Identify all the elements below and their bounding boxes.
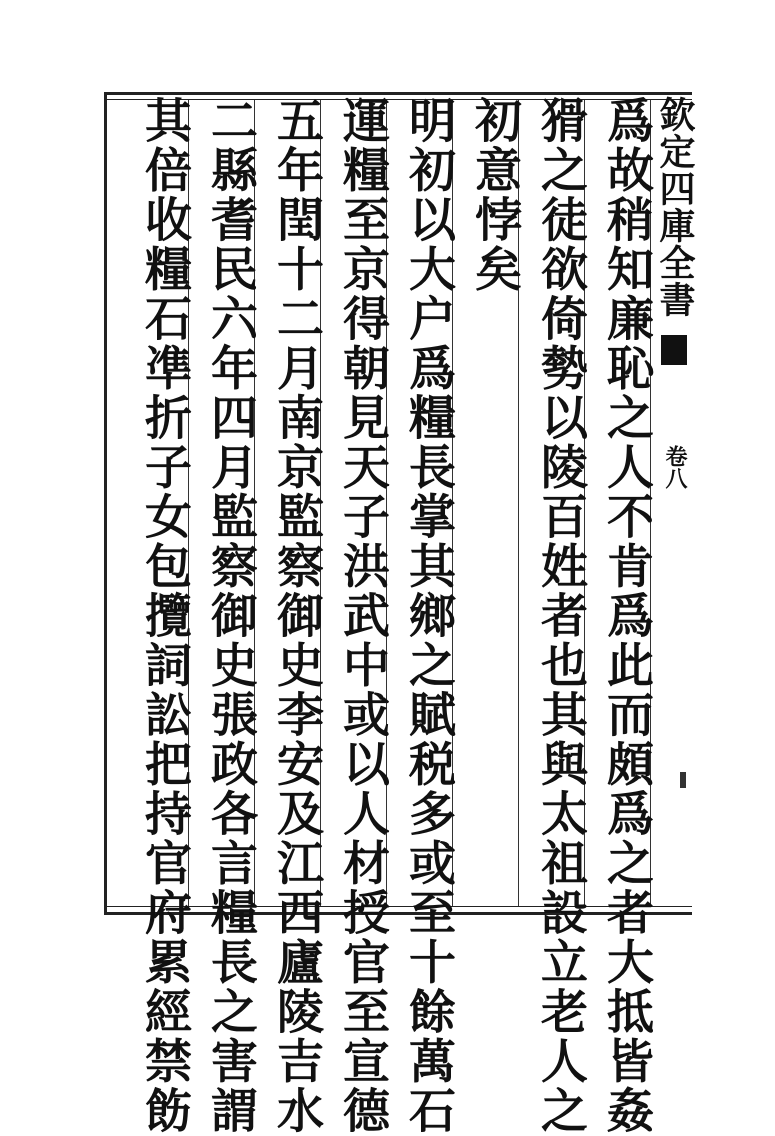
- text-column-1: 爲故稍知廉恥之人不肯爲此而頗爲之者大抵皆姦: [599, 96, 654, 1136]
- margin-title-column: [655, 96, 695, 476]
- text-column-5: 運糧至京得朝見天子洪武中或以人材授官至宣德: [335, 96, 390, 1136]
- text-column-4: 明初以大户爲糧長掌其鄉之賦税多或至十餘萬石: [401, 96, 456, 1136]
- volume-label: 卷八: [662, 445, 688, 489]
- text-column-8: 其倍收糧石凖折子女包攬詞訟把持官府累經禁飭: [137, 96, 192, 1136]
- frame-top-border: [104, 92, 692, 95]
- margin-mark: [680, 772, 686, 788]
- book-title: 欽定四庫全書: [654, 96, 696, 318]
- frame-left-border: [104, 92, 107, 915]
- fish-tail-mark: [661, 335, 687, 365]
- text-column-2: 猾之徒欲倚勢以陵百姓者也其與太祖設立老人之: [533, 96, 588, 1136]
- text-column-7: 二縣耆民六年四月監察御史張政各言糧長之害謂: [203, 96, 258, 1136]
- text-column-6: 五年閏十二月南京監察御史李安及江西廬陵吉水: [269, 96, 324, 1136]
- text-column-3: 初意悖矣: [467, 96, 522, 294]
